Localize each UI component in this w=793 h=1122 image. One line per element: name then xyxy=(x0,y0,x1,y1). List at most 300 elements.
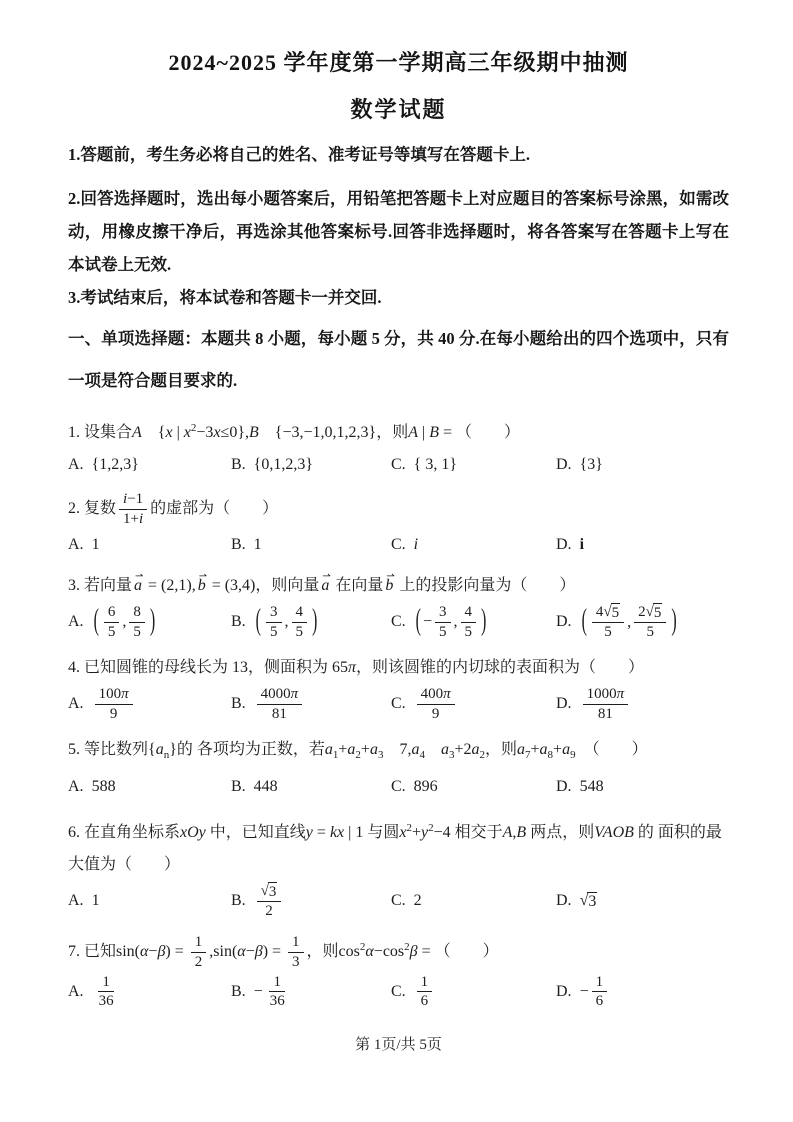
option-label: D. xyxy=(556,892,572,910)
text-run: 6. 在直角坐标系 xyxy=(68,823,181,841)
text-run: 的虚部为（ ） xyxy=(150,499,279,517)
text-run: −3 xyxy=(196,424,214,441)
question-2-option-b xyxy=(231,536,391,554)
option-label: D. xyxy=(556,777,572,795)
question-6 xyxy=(68,812,729,922)
text-run: +2 xyxy=(454,740,472,758)
option-label: C. xyxy=(391,613,406,631)
fraction xyxy=(592,973,608,1012)
question-4-stem xyxy=(68,652,729,684)
fraction xyxy=(95,685,133,724)
denominator xyxy=(95,992,118,1011)
question-3-option-a xyxy=(68,603,231,642)
numerator xyxy=(417,973,433,993)
math-variable: α xyxy=(237,943,246,960)
text-run: 4000 xyxy=(260,686,291,702)
question-1-option-b xyxy=(231,456,391,474)
text-run: {3} xyxy=(579,456,603,473)
fraction xyxy=(257,685,303,724)
text-run: 3 xyxy=(270,604,278,620)
math-variable: β xyxy=(409,943,418,960)
math-variable: α xyxy=(365,943,374,960)
option-label: A. xyxy=(68,777,84,795)
fraction xyxy=(461,603,477,642)
fraction xyxy=(592,603,624,643)
option-label: B. xyxy=(231,695,246,713)
text-run: − xyxy=(423,612,433,630)
option-content xyxy=(254,456,313,474)
text-run: 8 xyxy=(133,604,141,620)
denominator xyxy=(435,623,451,642)
denominator xyxy=(119,510,147,529)
text-run: 1000 xyxy=(586,686,617,702)
text-run: + xyxy=(360,740,370,758)
text-run: , xyxy=(284,612,289,630)
exam-header xyxy=(68,46,729,124)
math-variable: π xyxy=(616,686,625,702)
fraction xyxy=(119,490,147,529)
text-run: 6 xyxy=(595,993,604,1010)
notice-2: 2.回答选择题时，选出每小题答案后，用铅笔把答题卡上对应题目的答案标号涂黑，如需改动，用橡皮擦干净后，再选涂其他答案标号.回答非选择题时，将各答案写在答题卡上写在本试卷上无效. xyxy=(68,189,729,274)
numerator xyxy=(191,933,207,953)
option-content xyxy=(580,536,584,554)
numerator xyxy=(583,685,629,705)
text-run: 1 xyxy=(91,892,100,910)
text-run: + xyxy=(338,740,348,758)
option-label: A. xyxy=(68,695,84,713)
text-run: {−3,−1,0,1,2,3}，则 xyxy=(258,424,409,441)
exam-notices xyxy=(68,138,729,314)
question-6-stem xyxy=(68,812,729,881)
text-run: − xyxy=(148,943,158,960)
question-7 xyxy=(68,931,729,1011)
math-variable: xOy xyxy=(180,823,206,841)
fraction xyxy=(288,933,304,972)
text-run: ，则该圆锥的内切球的表面积为（ ） xyxy=(356,659,645,676)
text-run: 5 xyxy=(439,623,447,640)
fraction xyxy=(435,603,451,642)
text-run: （ ） xyxy=(575,740,648,758)
square-root xyxy=(646,603,663,623)
paren-close: ) xyxy=(671,604,677,638)
option-label: A. xyxy=(68,456,84,473)
numerator xyxy=(461,603,477,623)
math-variable: i xyxy=(138,510,144,527)
numerator xyxy=(257,882,282,903)
math-variable: x xyxy=(183,424,191,441)
math-variable: a xyxy=(562,740,571,758)
superscript: 2 xyxy=(190,422,197,434)
fraction xyxy=(292,603,308,642)
text-run: 4 xyxy=(295,604,303,620)
text-run: 在向量 xyxy=(331,576,384,594)
question-6-options xyxy=(68,882,729,922)
math-variable: β xyxy=(157,943,166,960)
text-run: 7, xyxy=(383,740,412,758)
vector-variable: a ⇀ xyxy=(134,570,142,602)
numerator xyxy=(592,973,608,993)
superscript: 2 xyxy=(428,821,434,834)
square-root xyxy=(603,603,620,623)
paren-open: ( xyxy=(255,604,261,638)
exam-subtitle: 数学试题 xyxy=(350,97,447,122)
option-label: C. xyxy=(391,777,406,795)
option-label: D. xyxy=(556,613,572,631)
option-content xyxy=(92,456,139,474)
question-7-option-a xyxy=(68,973,231,1012)
text-run: 两点，则 xyxy=(526,823,595,841)
text-run: 3 xyxy=(439,604,447,620)
question-5-stem xyxy=(68,734,729,771)
question-6-option-c xyxy=(391,892,556,910)
text-run: , xyxy=(453,612,458,630)
text-run: {1,2,3} xyxy=(91,456,139,473)
option-label: B. xyxy=(231,982,246,1000)
text-run: 400 xyxy=(420,686,444,702)
question-3-stem xyxy=(68,570,729,602)
question-2-option-a xyxy=(68,536,231,554)
question-4-option-c xyxy=(391,685,556,724)
question-5-option-d xyxy=(556,778,729,796)
subscript: 9 xyxy=(570,748,576,761)
numerator xyxy=(288,933,304,953)
text-run: 2 xyxy=(413,892,422,910)
option-label: B. xyxy=(231,535,246,553)
square-root xyxy=(261,882,278,902)
question-1-option-d xyxy=(556,456,729,474)
text-run: 5 xyxy=(133,623,141,640)
denominator xyxy=(594,705,617,724)
paren-open: ( xyxy=(415,604,421,638)
math-variable: B xyxy=(249,424,259,441)
text-run: 4 xyxy=(464,604,473,620)
text-run: 5 xyxy=(270,623,278,640)
text-run: = （ ） xyxy=(438,424,521,441)
text-run: 1 xyxy=(194,934,203,951)
question-2 xyxy=(68,490,729,560)
question-1 xyxy=(68,412,729,480)
text-run: 5 xyxy=(107,623,116,640)
denominator xyxy=(428,705,444,724)
option-content xyxy=(254,973,292,1012)
text-run: 36 xyxy=(269,993,285,1010)
vector-variable: b ⇀ xyxy=(385,570,393,602)
question-7-stem xyxy=(68,931,729,972)
question-5 xyxy=(68,734,729,802)
text-run: − xyxy=(579,982,589,1000)
numerator xyxy=(435,603,451,623)
math-variable: y xyxy=(305,823,313,841)
text-run: 1 xyxy=(292,934,300,951)
math-variable: a xyxy=(369,740,378,758)
text-run: 81 xyxy=(271,705,287,722)
text-run: ，则 xyxy=(485,740,518,758)
fraction xyxy=(583,685,629,724)
text-run: + xyxy=(553,740,563,758)
subscript: 2 xyxy=(355,748,361,761)
text-run: 的 面积的最大值为（ ） xyxy=(68,823,722,873)
superscript: 2 xyxy=(359,941,366,953)
question-3-option-c xyxy=(391,603,556,642)
option-content xyxy=(92,973,121,1012)
text-run: = (3,4)，则向量 xyxy=(207,576,320,594)
math-variable: B xyxy=(516,823,527,841)
option-content xyxy=(254,685,306,724)
section-header: 一、单项选择题：本题共 8 小题，每小题 5 分，共 40 分.在每小题给出的四个选项中，只有一项是符合题目要求的. xyxy=(68,329,729,390)
math-variable: a xyxy=(411,740,420,758)
text-run: | xyxy=(172,424,184,441)
option-content xyxy=(414,536,418,554)
question-7-option-d xyxy=(556,973,729,1012)
paren-close: ) xyxy=(481,604,487,638)
text-run: −cos xyxy=(373,943,405,960)
text-run: 448 xyxy=(253,777,278,795)
text-run: 4 xyxy=(595,603,604,620)
radical-sign: √ xyxy=(579,891,589,909)
text-run: 6 xyxy=(420,993,429,1010)
radicand xyxy=(611,603,621,623)
numerator xyxy=(257,685,303,705)
text-run: −1 xyxy=(127,491,144,507)
text-run: 1+ xyxy=(123,510,139,527)
radicand xyxy=(653,603,663,623)
text-run: 1 xyxy=(595,973,604,990)
option-content xyxy=(580,778,604,796)
text-run: 100 xyxy=(98,686,122,702)
option-label: D. xyxy=(556,695,572,713)
question-4 xyxy=(68,652,729,724)
numerator xyxy=(592,603,624,624)
text-run: { xyxy=(141,424,166,441)
numerator xyxy=(104,603,120,623)
question-2-option-d xyxy=(556,536,729,554)
text-run: ,sin( xyxy=(209,943,238,960)
math-variable: A xyxy=(132,424,142,441)
math-variable: VAOB xyxy=(594,823,634,841)
math-variable: a xyxy=(347,740,356,758)
option-content xyxy=(254,536,262,554)
denominator xyxy=(266,623,282,642)
text-run: 896 xyxy=(413,777,438,795)
math-variable: a xyxy=(440,740,449,758)
denominator xyxy=(288,953,304,972)
math-variable: a xyxy=(155,740,164,758)
denominator xyxy=(642,623,658,642)
option-content xyxy=(414,603,489,642)
fraction xyxy=(191,933,207,972)
question-1-options xyxy=(68,450,729,480)
math-variable: A xyxy=(408,424,418,441)
math-variable: B xyxy=(429,424,439,441)
question-1-option-c xyxy=(391,456,556,474)
text-run: 2 xyxy=(638,603,646,620)
option-content xyxy=(414,456,457,474)
text-run: = xyxy=(312,823,330,841)
question-3-option-b xyxy=(231,603,391,642)
option-content xyxy=(580,603,679,643)
text-run: ，则cos xyxy=(306,943,360,960)
denominator xyxy=(600,623,616,642)
math-variable: A xyxy=(502,823,513,841)
paren-open: ( xyxy=(93,604,99,638)
text-run: 1 xyxy=(273,973,281,990)
question-5-option-a xyxy=(68,778,231,796)
vector-variable: a ⇀ xyxy=(321,570,329,602)
radical-sign: √ xyxy=(603,603,612,620)
text-run: 1 xyxy=(253,535,262,553)
text-run: 5 xyxy=(611,604,620,621)
denominator xyxy=(191,953,207,972)
option-label: D. xyxy=(556,456,572,473)
fraction xyxy=(266,973,289,1012)
text-run: + xyxy=(411,823,421,841)
text-run: ) = xyxy=(262,943,286,960)
option-content xyxy=(414,973,436,1012)
text-run: , xyxy=(512,823,517,841)
text-run: {0,1,2,3} xyxy=(253,456,314,473)
text-run: 2. 复数 xyxy=(68,499,117,517)
text-run: 3 xyxy=(588,892,597,910)
fraction xyxy=(634,603,666,643)
numerator xyxy=(119,490,147,510)
paren-close: ) xyxy=(149,604,156,638)
question-3 xyxy=(68,570,729,643)
text-run: 36 xyxy=(98,993,114,1010)
option-content xyxy=(92,603,158,642)
denominator xyxy=(417,992,433,1011)
subscript: 4 xyxy=(419,748,425,761)
paren-close: ) xyxy=(312,604,318,638)
option-content xyxy=(580,685,632,724)
numerator xyxy=(266,603,282,623)
denominator xyxy=(261,902,277,921)
option-label: C. xyxy=(391,695,406,713)
numerator xyxy=(129,603,145,623)
notice-1: 1.答题前，考生务必将自己的姓名、准考证号等填写在答题卡上. xyxy=(68,145,530,164)
option-label: B. xyxy=(231,613,246,631)
denominator xyxy=(292,623,308,642)
fraction xyxy=(417,973,433,1012)
text-run xyxy=(425,741,441,758)
option-content xyxy=(254,603,320,642)
subscript: 8 xyxy=(547,748,554,761)
text-run: 81 xyxy=(597,705,613,722)
superscript: 2 xyxy=(406,821,412,834)
question-4-option-a xyxy=(68,685,231,724)
option-label: A. xyxy=(68,613,84,631)
option-content xyxy=(580,456,603,474)
fraction xyxy=(104,603,120,642)
text-run: 5 xyxy=(646,624,654,641)
option-content xyxy=(254,882,285,922)
option-label: D. xyxy=(556,535,572,553)
math-variable: a xyxy=(517,740,526,758)
subscript: 2 xyxy=(479,748,485,761)
text-run: + xyxy=(530,740,540,758)
page-number: 第 1页/共 5页 xyxy=(355,1037,442,1054)
text-run: 6 xyxy=(107,604,116,620)
text-run: , xyxy=(627,612,632,630)
text-run: 5 xyxy=(295,623,303,640)
math-variable: x xyxy=(399,823,407,841)
question-5-options xyxy=(68,772,729,802)
math-variable: π xyxy=(290,686,299,702)
question-1-stem xyxy=(68,412,729,449)
denominator xyxy=(106,705,122,724)
option-label: A. xyxy=(68,892,84,910)
radicand xyxy=(268,882,278,902)
math-variable: α xyxy=(140,943,149,960)
text-run: 1 xyxy=(102,973,110,990)
radical-sign: √ xyxy=(645,603,654,620)
subscript: 7 xyxy=(525,748,531,761)
option-label: A. xyxy=(68,535,84,553)
option-content xyxy=(414,685,458,724)
exam-title: 2024~2025 学年度第一学期高三年级期中抽测 xyxy=(168,50,629,75)
question-4-option-b xyxy=(231,685,391,724)
fraction xyxy=(266,603,282,642)
math-variable: β xyxy=(254,943,263,960)
fraction xyxy=(129,603,145,642)
question-1-option-a xyxy=(68,456,231,474)
text-run: 中，已知直线 xyxy=(205,823,306,841)
denominator xyxy=(592,992,608,1011)
question-7-option-c xyxy=(391,973,556,1012)
vector-variable: b ⇀ xyxy=(198,570,206,602)
option-content xyxy=(414,778,438,796)
question-3-options xyxy=(68,603,729,643)
text-run: 上的投影向量为（ ） xyxy=(395,576,576,594)
math-variable: y xyxy=(421,823,429,841)
math-variable: π xyxy=(121,686,129,702)
denominator xyxy=(266,992,289,1011)
fraction xyxy=(257,882,282,922)
option-content xyxy=(92,892,100,910)
text-run: 7. 已知sin( xyxy=(68,943,141,960)
radical-sign: √ xyxy=(260,882,269,899)
option-label: C. xyxy=(391,982,406,1000)
option-content xyxy=(92,778,116,796)
math-variable: a xyxy=(471,740,480,758)
option-label: D. xyxy=(556,982,572,1000)
text-run: { 3, 1} xyxy=(413,456,458,473)
text-run: 5 xyxy=(464,623,473,640)
text-run: = (2,1), xyxy=(144,576,196,594)
option-label: A. xyxy=(68,982,84,1000)
text-run: ) = xyxy=(165,943,188,960)
math-variable: π xyxy=(443,686,451,702)
option-content xyxy=(580,973,611,1012)
question-5-option-c xyxy=(391,778,556,796)
question-2-option-c xyxy=(391,536,556,554)
text-run: 548 xyxy=(579,777,604,795)
numerator xyxy=(98,973,114,993)
option-content xyxy=(580,892,598,911)
option-label: B. xyxy=(231,892,246,910)
question-7-option-b xyxy=(231,973,391,1012)
text-run: 5. 等比数列{ xyxy=(68,740,156,758)
math-variable: x xyxy=(213,424,221,441)
question-2-options xyxy=(68,530,729,560)
numerator xyxy=(269,973,285,993)
radicand xyxy=(587,892,597,911)
option-label: C. xyxy=(391,535,406,553)
numerator xyxy=(95,685,133,705)
text-run: 5 xyxy=(604,624,612,641)
text-run: 9 xyxy=(109,705,118,722)
math-variable: i xyxy=(123,491,128,507)
math-bold: i xyxy=(579,535,585,553)
